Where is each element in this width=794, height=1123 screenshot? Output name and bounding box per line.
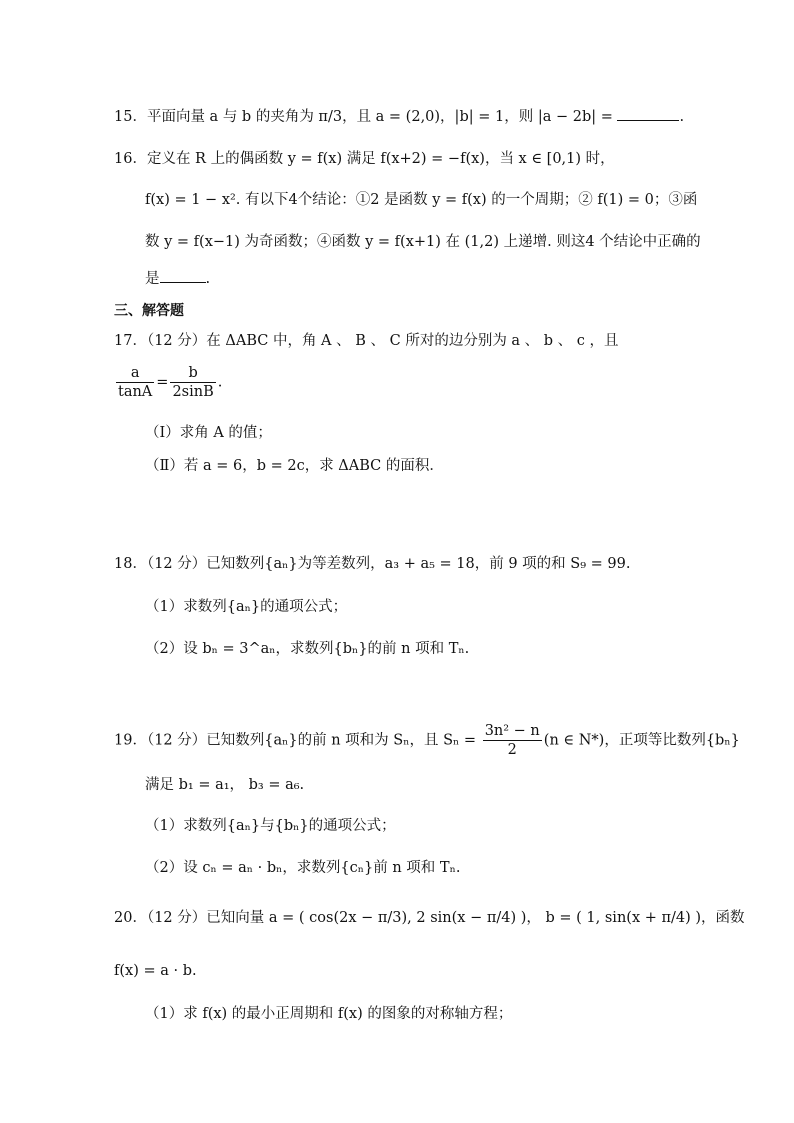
question-text: （12 分）已知数列{aₙ}的前 n 项和为 Sₙ，且 Sₙ = (146, 732, 477, 749)
answer-blank (160, 268, 206, 283)
question-number: 18． (114, 556, 147, 572)
question-18-line-1 (114, 553, 630, 575)
section-title: 三、解答题 (114, 303, 184, 319)
question-20-line-1 (114, 907, 745, 929)
question-number: 16． (114, 151, 147, 167)
question-16-line-2 (145, 189, 697, 211)
question-number: 20． (114, 910, 147, 926)
question-number: 17． (114, 333, 147, 349)
question-19-line-1 (114, 722, 740, 759)
question-16-line-4: 是 . (145, 268, 210, 290)
question-number: 15． (114, 109, 147, 125)
question-15: 15．平面向量 a 与 b 的夹角为 π/3，且 a = (2,0)，|b| = 1，则 |a − 2b| = . (114, 106, 684, 128)
question-text: （12 分）在 ΔABC 中，角 A 、 B 、 C 所对的边分别为 a 、 b 、 c ，且 (146, 333, 619, 349)
question-text: 平面向量 a 与 b 的夹角为 π/3，且 a = (2,0)，|b| = 1，则 |a − 2b| = (146, 109, 613, 125)
question-text: (n ∈ N*)，正项等比数列{bₙ} (543, 732, 740, 749)
question-text: 定义在 R 上的偶函数 y = f(x) 满足 f(x+2) = −f(x)，当 x ∈ [0,1) 时， (146, 151, 615, 167)
question-18-part-1: （1）求数列{aₙ}的通项公式； (145, 599, 348, 615)
question-text: （12 分）已知数列{aₙ}为等差数列，a₃ + a₅ = 18，前 9 项的和 S₉ = 99. (146, 556, 631, 572)
question-19-line-2: 满足 b₁ = a₁， b₃ = a₆. (145, 777, 305, 793)
question-19-part-1: （1）求数列{aₙ}与{bₙ}的通项公式； (145, 818, 396, 834)
fraction: $\frac{a}{\tan A}$ (118, 365, 153, 400)
question-17-part-2: （Ⅱ）若 a = 6，b = 2c，求 ΔABC 的面积． (145, 458, 444, 474)
question-text: 是 (145, 271, 160, 287)
question-text: （12 分）已知向量 a = ( cos(2x − π/3), 2 sin(x − π/4) )， b = ( 1, sin(x + π/4) )，函数 (146, 910, 745, 926)
question-16-line-3 (145, 231, 701, 253)
fraction: $\frac{\text{3n² − n}}{2}$ (484, 723, 540, 758)
question-16-line-1 (114, 148, 615, 170)
question-20-line-2: f(x) = a · b. (114, 963, 197, 979)
question-18-part-2: （2）设 bₙ = 3^aₙ，求数列{bₙ}的前 n 项和 Tₙ. (145, 641, 470, 657)
question-17-line-1 (114, 330, 619, 352)
question-number: 19． (114, 732, 147, 749)
fraction: $\frac{b}{2\sin B}$ (172, 365, 214, 400)
question-20-part-1: （1）求 f(x) 的最小正周期和 f(x) 的图象的对称轴方程； (145, 1006, 513, 1022)
question-19-part-2: （2）设 cₙ = aₙ · bₙ，求数列{cₙ}前 n 项和 Tₙ. (145, 860, 461, 876)
question-text: 数 y = f(x−1) 为奇函数；④函数 y = f(x+1) 在 (1,2) 上递增. 则这4 个结论中正确的 (145, 234, 701, 250)
question-17-part-1: （Ⅰ）求角 A 的值； (145, 425, 272, 441)
question-text: f(x) = 1 − x². 有以下4个结论：①2 是函数 y = f(x) 的一个周期；② f(1) = 0；③函 (145, 192, 698, 208)
question-17-equation: $\frac{a}{\tan A}$ = $\frac{b}{2\sin B}$ . (118, 365, 223, 400)
answer-blank (617, 106, 679, 121)
